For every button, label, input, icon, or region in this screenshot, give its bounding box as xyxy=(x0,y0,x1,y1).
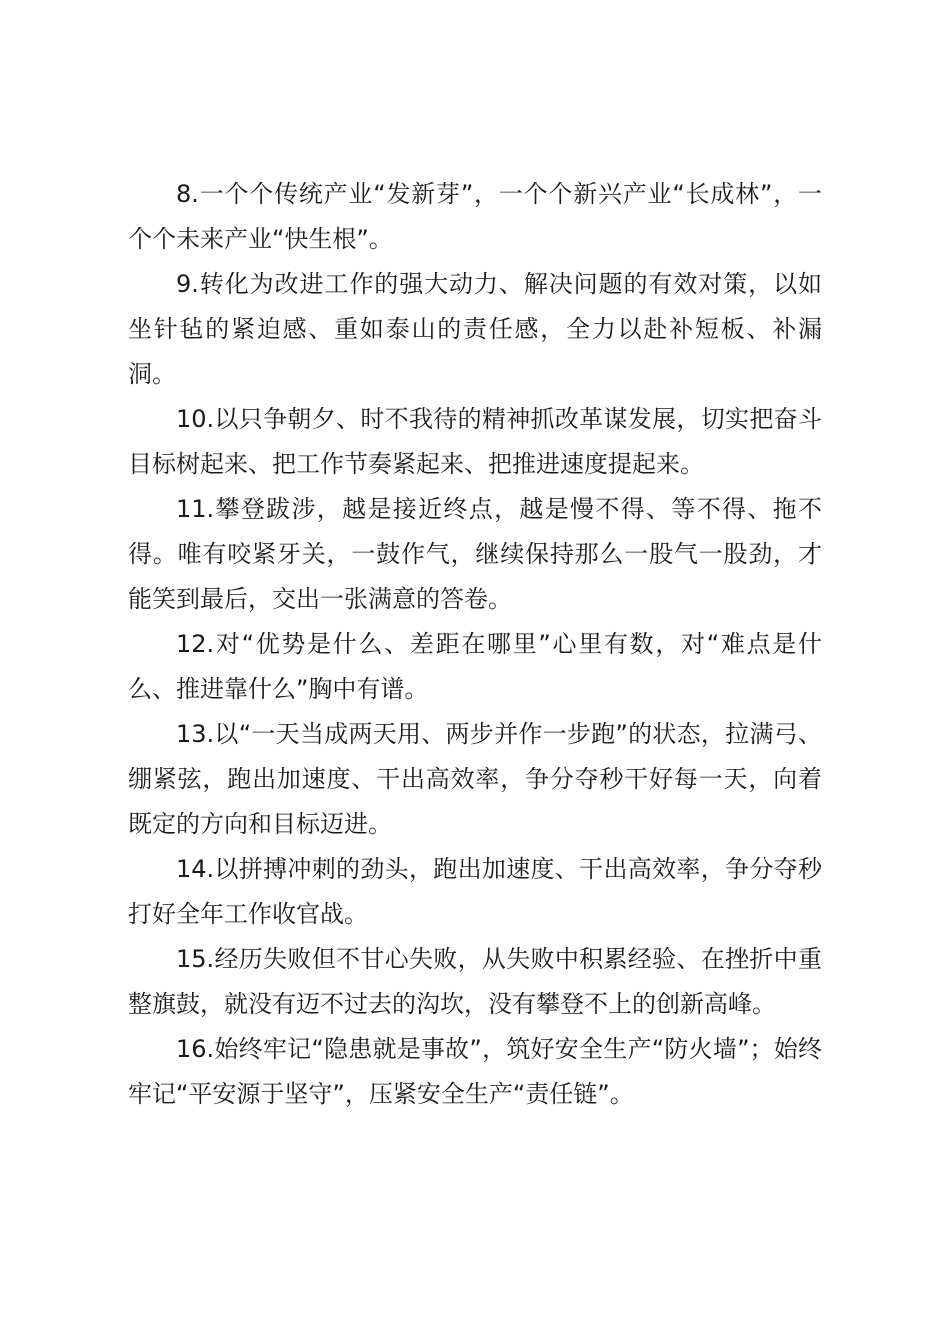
paragraph-11: 11.攀登跋涉，越是接近终点，越是慢不得、等不得、拖不得。唯有咬紧牙关，一鼓作气，继续保持那么一股气一股劲，才能笑到最后，交出一张满意的答卷。 xyxy=(128,495,822,613)
paragraph-16: 16.始终牢记“隐患就是事故”，筑好安全生产“防火墙”；始终牢记“平安源于坚守”，压紧安全生产“责任链”。 xyxy=(128,1035,822,1108)
paragraph-13: 13.以“一天当成两天用、两步并作一步跑”的状态，拉满弓、绷紧弦，跑出加速度、干出高效率，争分夺秒干好每一天，向着既定的方向和目标迈进。 xyxy=(128,720,822,838)
paragraph-10: 10.以只争朝夕、时不我待的精神抓改革谋发展，切实把奋斗目标树起来、把工作节奏紧起来、把推进速度提起来。 xyxy=(128,405,822,478)
document-body xyxy=(128,172,822,1117)
paragraph-15: 15.经历失败但不甘心失败，从失败中积累经验、在挫折中重整旗鼓，就没有迈不过去的沟坎，没有攀登不上的创新高峰。 xyxy=(128,945,822,1018)
paragraph-8: 8.一个个传统产业“发新芽”，一个个新兴产业“长成林”，一个个未来产业“快生根”。 xyxy=(128,180,822,253)
paragraph-9: 9.转化为改进工作的强大动力、解决问题的有效对策，以如坐针毡的紧迫感、重如泰山的责任感，全力以赴补短板、补漏洞。 xyxy=(128,270,822,388)
paragraph-12: 12.对“优势是什么、差距在哪里”心里有数，对“难点是什么、推进靠什么”胸中有谱。 xyxy=(128,630,822,703)
paragraph-14: 14.以拼搏冲刺的劲头，跑出加速度、干出高效率，争分夺秒打好全年工作收官战。 xyxy=(128,855,822,928)
